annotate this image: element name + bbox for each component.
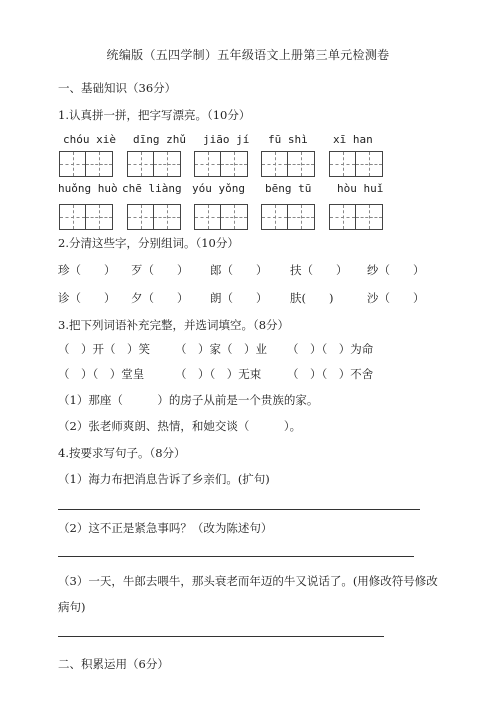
word-blank[interactable]: 歹（ ）	[131, 263, 189, 277]
word-blank[interactable]: 扶（ ）	[290, 263, 348, 277]
pinyin-label: xī han	[333, 133, 373, 146]
char-grid[interactable]	[329, 151, 383, 177]
char-grid[interactable]	[127, 204, 181, 230]
pinyin-label: chóu xiè	[63, 133, 116, 146]
pinyin-label: hòu huǐ	[337, 182, 384, 195]
char-grid[interactable]	[194, 204, 248, 230]
pinyin-label: yóu yǒng	[192, 182, 245, 195]
idiom-blank[interactable]: （ ）开（ ）笑	[58, 342, 150, 356]
fill-sentence-2[interactable]: （2）张老师爽朗、热情，和她交谈（ ）。	[58, 419, 302, 433]
answer-line[interactable]	[58, 636, 384, 637]
idiom-blank[interactable]: （ ）家（ ）业	[175, 342, 267, 356]
pinyin-label: huǒng huò	[58, 182, 118, 195]
question-4-heading: 4.按要求写句子。（8分）	[58, 446, 186, 460]
section-heading-basic: 一、基础知识（36分）	[58, 81, 177, 95]
char-grid[interactable]	[261, 151, 315, 177]
question-1-heading: 1.认真拼一拼，把字写漂亮。（10分）	[58, 108, 251, 122]
pinyin-label: bēng tū	[265, 182, 312, 195]
char-grid[interactable]	[261, 204, 315, 230]
page-title: 统编版（五四学制）五年级语文上册第三单元检测卷	[106, 48, 390, 62]
char-grid[interactable]	[329, 204, 383, 230]
idiom-blank[interactable]: （ ）（ ）不舍	[287, 367, 374, 381]
word-blank[interactable]: 诊（ ）	[58, 291, 116, 305]
pinyin-label: fū shì	[268, 133, 308, 146]
question-3-heading: 3.把下列词语补充完整，并选词填空。（8分）	[58, 318, 290, 332]
idiom-blank[interactable]: （ ）（ ）为命	[287, 342, 374, 356]
char-grid[interactable]	[59, 204, 113, 230]
word-blank[interactable]: 珍（ ）	[58, 263, 116, 277]
answer-line[interactable]	[58, 556, 414, 557]
fill-sentence-1[interactable]: （1）那座（ ）的房子从前是一个贵族的家。	[58, 393, 319, 407]
question-2-heading: 2.分清这些字，分别组词。（10分）	[58, 236, 239, 250]
word-blank[interactable]: 夕（ ）	[131, 291, 189, 305]
rewrite-prompt-3: （3）一天，牛郎去喂牛，那头衰老而年迈的牛又说话了。(用修改符号修改	[58, 574, 438, 588]
section-heading-usage: 二、积累运用（6分）	[58, 657, 169, 671]
rewrite-prompt-3-cont: 病句)	[58, 600, 86, 614]
char-grid[interactable]	[194, 151, 248, 177]
word-blank[interactable]: 纱（ ）	[367, 263, 425, 277]
char-grid[interactable]	[127, 151, 181, 177]
answer-line[interactable]	[58, 509, 420, 510]
pinyin-label: chē liàng	[122, 182, 182, 195]
word-blank[interactable]: 沙（ ）	[367, 291, 425, 305]
word-blank[interactable]: 朗（ ）	[210, 291, 268, 305]
pinyin-label: dīng zhǔ	[133, 133, 186, 146]
rewrite-prompt-2: （2）这不正是紧急事吗？（改为陈述句）	[58, 521, 273, 535]
idiom-blank[interactable]: （ ）（ ）堂皇	[58, 367, 145, 381]
pinyin-label: jiāo jí	[203, 133, 250, 146]
word-blank[interactable]: 肤( )	[290, 291, 334, 305]
char-grid[interactable]	[59, 151, 113, 177]
idiom-blank[interactable]: （ ）（ ）无束	[175, 367, 262, 381]
rewrite-prompt-1: （1）海力布把消息告诉了乡亲们。(扩句)	[58, 472, 270, 486]
word-blank[interactable]: 郎（ ）	[210, 263, 268, 277]
